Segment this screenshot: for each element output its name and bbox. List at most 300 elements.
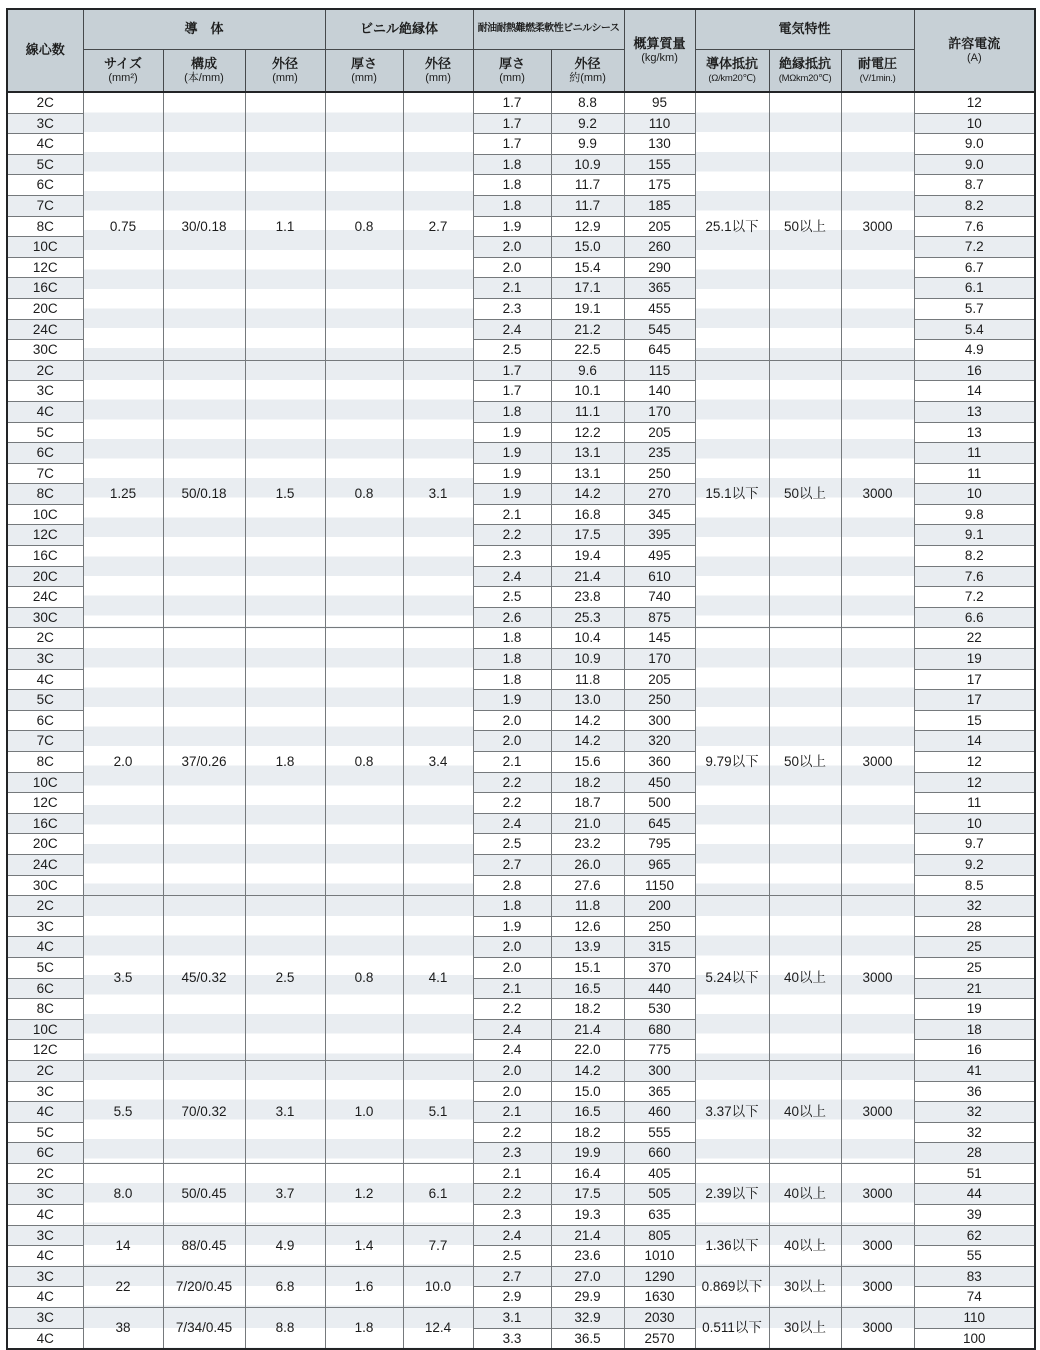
cell-mass: 965	[624, 854, 695, 875]
cell-mass: 740	[624, 587, 695, 608]
cell-insulation-od: 7.7	[403, 1225, 473, 1266]
header-unit: (mm)	[351, 71, 377, 84]
cell-mass: 200	[624, 896, 695, 917]
cell-sheath-od: 13.0	[551, 690, 624, 711]
cell-sheath-thickness: 1.8	[473, 401, 551, 422]
cell-mass: 1290	[624, 1266, 695, 1287]
cell-sheath-od: 15.0	[551, 237, 624, 258]
cell-sheath-thickness: 2.3	[473, 1143, 551, 1164]
cell-core-count: 7C	[7, 731, 83, 752]
cell-sheath-thickness: 1.8	[473, 628, 551, 649]
header-ampacity-unit: (A)	[966, 51, 982, 64]
cell-conductor-size: 14	[83, 1225, 163, 1266]
cell-sheath-od: 21.4	[551, 566, 624, 587]
cell-core-count: 3C	[7, 1081, 83, 1102]
cell-ampacity: 6.6	[914, 607, 1035, 628]
cell-core-count: 10C	[7, 1019, 83, 1040]
cell-ampacity: 5.4	[914, 319, 1035, 340]
cell-sheath-thickness: 2.1	[473, 978, 551, 999]
cell-ampacity: 28	[914, 916, 1035, 937]
header-insulation-resistance	[769, 50, 841, 93]
cell-sheath-od: 16.8	[551, 504, 624, 525]
cell-sheath-od: 22.5	[551, 340, 624, 361]
cell-mass: 795	[624, 834, 695, 855]
cell-core-count: 8C	[7, 216, 83, 237]
cell-sheath-thickness: 1.7	[473, 113, 551, 134]
cell-conductor-resistance: 15.1以下	[695, 360, 769, 628]
cell-ampacity: 32	[914, 1122, 1035, 1143]
cell-conductor-od: 1.1	[245, 92, 325, 360]
cell-core-count: 16C	[7, 278, 83, 299]
cell-mass: 545	[624, 319, 695, 340]
cell-mass: 455	[624, 298, 695, 319]
cell-ampacity: 7.6	[914, 216, 1035, 237]
cell-sheath-od: 14.2	[551, 1060, 624, 1081]
header-label: 厚さ	[499, 55, 526, 71]
cell-core-count: 7C	[7, 195, 83, 216]
cell-core-count: 4C	[7, 1328, 83, 1349]
cell-withstand-voltage: 3000	[841, 1308, 914, 1350]
header-label: 構成	[190, 55, 217, 71]
cell-conductor-od: 2.5	[245, 896, 325, 1061]
cell-sheath-od: 12.6	[551, 916, 624, 937]
cell-sheath-od: 14.2	[551, 484, 624, 505]
cell-withstand-voltage: 3000	[841, 896, 914, 1061]
cell-mass: 170	[624, 401, 695, 422]
cell-ampacity: 9.2	[914, 854, 1035, 875]
cell-insulation-resistance: 30以上	[769, 1266, 841, 1307]
cell-sheath-thickness: 2.7	[473, 854, 551, 875]
cell-conductor-size: 3.5	[83, 896, 163, 1061]
cell-core-count: 24C	[7, 587, 83, 608]
header-sheath-od	[551, 50, 624, 93]
cell-mass: 460	[624, 1102, 695, 1123]
cell-core-count: 6C	[7, 443, 83, 464]
cell-sheath-thickness: 1.8	[473, 175, 551, 196]
header-unit: (V/1min.)	[859, 72, 896, 84]
cell-sheath-thickness: 2.0	[473, 731, 551, 752]
cell-conductor-strand: 30/0.18	[163, 92, 245, 360]
cell-conductor-od: 1.8	[245, 628, 325, 896]
cell-sheath-thickness: 1.7	[473, 92, 551, 113]
cell-mass: 155	[624, 154, 695, 175]
cell-insulation-thickness: 1.8	[325, 1308, 403, 1350]
cell-conductor-strand: 50/0.45	[163, 1163, 245, 1225]
cell-conductor-size: 5.5	[83, 1060, 163, 1163]
cell-conductor-size: 8.0	[83, 1163, 163, 1225]
cell-sheath-od: 22.0	[551, 1040, 624, 1061]
header-ampacity-label: 許容電流	[948, 35, 1001, 51]
cell-sheath-od: 23.2	[551, 834, 624, 855]
cell-mass: 440	[624, 978, 695, 999]
cell-ampacity: 7.2	[914, 587, 1035, 608]
cell-ampacity: 12	[914, 752, 1035, 773]
cell-sheath-od: 21.0	[551, 813, 624, 834]
header-insulation-group: ビニル絶縁体	[325, 9, 473, 50]
cell-ampacity: 10	[914, 813, 1035, 834]
cell-mass: 370	[624, 957, 695, 978]
cell-core-count: 3C	[7, 113, 83, 134]
cell-sheath-thickness: 2.1	[473, 1163, 551, 1184]
cell-sheath-thickness: 1.7	[473, 381, 551, 402]
cell-ampacity: 8.7	[914, 175, 1035, 196]
cell-withstand-voltage: 3000	[841, 1163, 914, 1225]
cell-ampacity: 12	[914, 772, 1035, 793]
cell-core-count: 20C	[7, 298, 83, 319]
cell-mass: 645	[624, 813, 695, 834]
cell-core-count: 6C	[7, 710, 83, 731]
cell-core-count: 5C	[7, 422, 83, 443]
cell-mass: 610	[624, 566, 695, 587]
cell-conductor-strand: 7/20/0.45	[163, 1266, 245, 1307]
table-row	[7, 1060, 1035, 1081]
cell-sheath-thickness: 2.2	[473, 999, 551, 1020]
cell-sheath-thickness: 3.3	[473, 1328, 551, 1349]
cell-insulation-resistance: 30以上	[769, 1308, 841, 1350]
cell-core-count: 3C	[7, 381, 83, 402]
table-row	[7, 1163, 1035, 1184]
cell-ampacity: 15	[914, 710, 1035, 731]
cell-mass: 185	[624, 195, 695, 216]
cell-sheath-od: 19.4	[551, 546, 624, 567]
cell-mass: 495	[624, 546, 695, 567]
table-row	[7, 360, 1035, 381]
cell-mass: 115	[624, 360, 695, 381]
cell-mass: 555	[624, 1122, 695, 1143]
cell-withstand-voltage: 3000	[841, 628, 914, 896]
cell-sheath-thickness: 2.5	[473, 1246, 551, 1267]
header-core-count: 線心数	[7, 9, 83, 92]
cell-core-count: 8C	[7, 752, 83, 773]
cell-sheath-od: 17.5	[551, 525, 624, 546]
cell-conductor-strand: 37/0.26	[163, 628, 245, 896]
cell-core-count: 3C	[7, 1225, 83, 1246]
cell-ampacity: 74	[914, 1287, 1035, 1308]
cell-core-count: 7C	[7, 463, 83, 484]
cell-ampacity: 8.2	[914, 546, 1035, 567]
cell-sheath-thickness: 2.2	[473, 525, 551, 546]
cell-sheath-thickness: 2.4	[473, 813, 551, 834]
cell-mass: 645	[624, 340, 695, 361]
cell-conductor-size: 0.75	[83, 92, 163, 360]
cell-sheath-od: 11.8	[551, 669, 624, 690]
cell-mass: 1150	[624, 875, 695, 896]
cell-ampacity: 62	[914, 1225, 1035, 1246]
cell-sheath-thickness: 2.4	[473, 1019, 551, 1040]
cell-insulation-od: 6.1	[403, 1163, 473, 1225]
cell-sheath-thickness: 1.8	[473, 649, 551, 670]
cell-conductor-resistance: 5.24以下	[695, 896, 769, 1061]
cell-ampacity: 10	[914, 484, 1035, 505]
cell-ampacity: 10	[914, 113, 1035, 134]
cell-sheath-od: 18.2	[551, 999, 624, 1020]
cell-withstand-voltage: 3000	[841, 92, 914, 360]
cell-sheath-od: 26.0	[551, 854, 624, 875]
cell-mass: 805	[624, 1225, 695, 1246]
cell-sheath-thickness: 3.1	[473, 1308, 551, 1329]
header-withstand-voltage	[841, 50, 914, 93]
cell-sheath-od: 17.1	[551, 278, 624, 299]
cell-conductor-od: 8.8	[245, 1308, 325, 1350]
cell-sheath-od: 13.1	[551, 443, 624, 464]
cell-insulation-thickness: 1.2	[325, 1163, 403, 1225]
cell-conductor-strand: 7/34/0.45	[163, 1308, 245, 1350]
cell-sheath-od: 10.9	[551, 649, 624, 670]
cell-sheath-thickness: 2.1	[473, 752, 551, 773]
cell-sheath-od: 15.4	[551, 257, 624, 278]
cell-conductor-resistance: 0.869以下	[695, 1266, 769, 1307]
cell-mass: 250	[624, 690, 695, 711]
cell-sheath-od: 21.4	[551, 1225, 624, 1246]
cell-core-count: 12C	[7, 257, 83, 278]
cell-ampacity: 13	[914, 422, 1035, 443]
cell-mass: 110	[624, 113, 695, 134]
cell-mass: 1630	[624, 1287, 695, 1308]
cell-insulation-resistance: 40以上	[769, 1225, 841, 1266]
cable-spec-table	[6, 8, 1036, 1350]
cell-ampacity: 28	[914, 1143, 1035, 1164]
cell-sheath-od: 11.8	[551, 896, 624, 917]
header-unit: (mm)	[499, 71, 525, 84]
cell-mass: 145	[624, 628, 695, 649]
cell-sheath-thickness: 2.7	[473, 1266, 551, 1287]
cell-sheath-thickness: 2.2	[473, 772, 551, 793]
cell-core-count: 12C	[7, 1040, 83, 1061]
cell-insulation-thickness: 0.8	[325, 92, 403, 360]
cell-sheath-od: 11.7	[551, 195, 624, 216]
cell-sheath-thickness: 2.3	[473, 1205, 551, 1226]
cell-withstand-voltage: 3000	[841, 360, 914, 628]
cell-sheath-od: 15.6	[551, 752, 624, 773]
cell-ampacity: 19	[914, 999, 1035, 1020]
cell-sheath-thickness: 2.9	[473, 1287, 551, 1308]
cell-sheath-thickness: 2.5	[473, 587, 551, 608]
cell-sheath-od: 18.7	[551, 793, 624, 814]
cell-core-count: 20C	[7, 566, 83, 587]
cell-insulation-resistance: 50以上	[769, 628, 841, 896]
cell-mass: 300	[624, 710, 695, 731]
cell-ampacity: 44	[914, 1184, 1035, 1205]
cell-mass: 290	[624, 257, 695, 278]
cell-ampacity: 22	[914, 628, 1035, 649]
cell-sheath-od: 16.4	[551, 1163, 624, 1184]
header-label: 外径	[425, 55, 452, 71]
cell-core-count: 5C	[7, 154, 83, 175]
cell-mass: 315	[624, 937, 695, 958]
cell-sheath-thickness: 2.0	[473, 237, 551, 258]
cell-insulation-thickness: 1.0	[325, 1060, 403, 1163]
cell-ampacity: 11	[914, 793, 1035, 814]
cell-ampacity: 9.8	[914, 504, 1035, 525]
cell-ampacity: 17	[914, 690, 1035, 711]
cell-sheath-od: 10.9	[551, 154, 624, 175]
cell-sheath-thickness: 1.9	[473, 690, 551, 711]
cell-core-count: 8C	[7, 484, 83, 505]
header-conductor-od	[245, 50, 325, 93]
header-mass-label: 概算質量	[633, 35, 686, 51]
header-sheath-thickness	[473, 50, 551, 93]
header-label: 厚さ	[351, 55, 378, 71]
cell-sheath-od: 25.3	[551, 607, 624, 628]
cell-withstand-voltage: 3000	[841, 1225, 914, 1266]
header-insulation-od	[403, 50, 473, 93]
cell-conductor-strand: 45/0.32	[163, 896, 245, 1061]
header-conductor-group: 導 体	[83, 9, 325, 50]
table-header	[7, 9, 1035, 92]
cell-insulation-thickness: 0.8	[325, 628, 403, 896]
cell-sheath-thickness: 2.2	[473, 793, 551, 814]
cell-sheath-thickness: 1.9	[473, 463, 551, 484]
cell-conductor-strand: 70/0.32	[163, 1060, 245, 1163]
cell-sheath-od: 18.2	[551, 772, 624, 793]
table-row	[7, 896, 1035, 917]
cell-mass: 205	[624, 216, 695, 237]
cell-core-count: 4C	[7, 1287, 83, 1308]
cell-mass: 170	[624, 649, 695, 670]
cell-withstand-voltage: 3000	[841, 1266, 914, 1307]
cell-mass: 500	[624, 793, 695, 814]
cell-core-count: 3C	[7, 1184, 83, 1205]
cell-ampacity: 5.7	[914, 298, 1035, 319]
cell-sheath-thickness: 2.5	[473, 340, 551, 361]
cell-sheath-od: 12.9	[551, 216, 624, 237]
cell-sheath-thickness: 2.3	[473, 546, 551, 567]
cell-core-count: 4C	[7, 1246, 83, 1267]
cell-ampacity: 6.7	[914, 257, 1035, 278]
cell-mass: 635	[624, 1205, 695, 1226]
cell-insulation-od: 10.0	[403, 1266, 473, 1307]
cell-sheath-thickness: 2.4	[473, 319, 551, 340]
cell-core-count: 3C	[7, 1308, 83, 1329]
cell-core-count: 5C	[7, 957, 83, 978]
cell-ampacity: 13	[914, 401, 1035, 422]
cell-sheath-thickness: 2.2	[473, 1122, 551, 1143]
table-row	[7, 1308, 1035, 1329]
cell-core-count: 30C	[7, 875, 83, 896]
table-row	[7, 628, 1035, 649]
cell-sheath-od: 16.5	[551, 978, 624, 999]
cell-core-count: 2C	[7, 896, 83, 917]
header-row-groups	[7, 9, 1035, 50]
cell-insulation-thickness: 1.6	[325, 1266, 403, 1307]
cell-sheath-od: 10.4	[551, 628, 624, 649]
cell-core-count: 6C	[7, 1143, 83, 1164]
cell-ampacity: 8.2	[914, 195, 1035, 216]
cell-sheath-od: 14.2	[551, 710, 624, 731]
cell-sheath-thickness: 2.0	[473, 937, 551, 958]
cell-core-count: 16C	[7, 546, 83, 567]
cell-sheath-thickness: 2.4	[473, 566, 551, 587]
cell-sheath-thickness: 1.8	[473, 154, 551, 175]
cell-conductor-od: 3.1	[245, 1060, 325, 1163]
cell-sheath-thickness: 1.8	[473, 669, 551, 690]
cell-sheath-thickness: 2.0	[473, 1060, 551, 1081]
cell-ampacity: 14	[914, 381, 1035, 402]
cell-conductor-size: 1.25	[83, 360, 163, 628]
cell-sheath-thickness: 2.2	[473, 1184, 551, 1205]
cell-conductor-resistance: 0.511以下	[695, 1308, 769, 1350]
cell-ampacity: 8.5	[914, 875, 1035, 896]
cell-sheath-thickness: 2.6	[473, 607, 551, 628]
cell-core-count: 12C	[7, 525, 83, 546]
cell-core-count: 4C	[7, 937, 83, 958]
cell-ampacity: 16	[914, 360, 1035, 381]
cell-mass: 205	[624, 669, 695, 690]
cell-mass: 235	[624, 443, 695, 464]
cell-insulation-od: 5.1	[403, 1060, 473, 1163]
cell-sheath-od: 9.2	[551, 113, 624, 134]
header-electrical-group: 電気特性	[695, 9, 914, 50]
cell-sheath-od: 21.4	[551, 1019, 624, 1040]
cell-core-count: 30C	[7, 607, 83, 628]
cell-mass: 360	[624, 752, 695, 773]
cell-sheath-od: 27.6	[551, 875, 624, 896]
cell-mass: 2570	[624, 1328, 695, 1349]
cell-insulation-od: 12.4	[403, 1308, 473, 1350]
cell-core-count: 3C	[7, 1266, 83, 1287]
cell-mass: 260	[624, 237, 695, 258]
cell-sheath-od: 11.1	[551, 401, 624, 422]
cell-insulation-od: 2.7	[403, 92, 473, 360]
cell-ampacity: 17	[914, 669, 1035, 690]
cell-ampacity: 11	[914, 463, 1035, 484]
cell-mass: 775	[624, 1040, 695, 1061]
cell-ampacity: 32	[914, 896, 1035, 917]
cell-ampacity: 21	[914, 978, 1035, 999]
cell-ampacity: 9.7	[914, 834, 1035, 855]
cell-sheath-od: 32.9	[551, 1308, 624, 1329]
cell-conductor-strand: 88/0.45	[163, 1225, 245, 1266]
cell-sheath-thickness: 1.7	[473, 134, 551, 155]
cell-ampacity: 7.6	[914, 566, 1035, 587]
cell-ampacity: 32	[914, 1102, 1035, 1123]
table-row	[7, 1266, 1035, 1287]
cell-sheath-od: 18.2	[551, 1122, 624, 1143]
cell-sheath-thickness: 1.7	[473, 360, 551, 381]
cell-ampacity: 25	[914, 957, 1035, 978]
cell-ampacity: 18	[914, 1019, 1035, 1040]
cell-ampacity: 16	[914, 1040, 1035, 1061]
cell-core-count: 4C	[7, 134, 83, 155]
cell-mass: 250	[624, 916, 695, 937]
cell-core-count: 10C	[7, 772, 83, 793]
cell-ampacity: 4.9	[914, 340, 1035, 361]
cell-sheath-od: 13.9	[551, 937, 624, 958]
header-unit: (MΩkm20℃)	[778, 72, 832, 84]
cell-ampacity: 19	[914, 649, 1035, 670]
cell-sheath-thickness: 1.9	[473, 422, 551, 443]
cell-mass: 450	[624, 772, 695, 793]
cell-core-count: 20C	[7, 834, 83, 855]
cell-ampacity: 39	[914, 1205, 1035, 1226]
cell-conductor-od: 4.9	[245, 1225, 325, 1266]
cell-sheath-thickness: 2.4	[473, 1225, 551, 1246]
header-conductor-size	[83, 50, 163, 93]
table-row	[7, 92, 1035, 113]
cell-ampacity: 14	[914, 731, 1035, 752]
header-mass-unit: (kg/km)	[641, 51, 678, 64]
cell-core-count: 10C	[7, 237, 83, 258]
cell-sheath-thickness: 1.9	[473, 216, 551, 237]
cell-sheath-thickness: 2.1	[473, 278, 551, 299]
cell-conductor-od: 1.5	[245, 360, 325, 628]
cell-insulation-resistance: 40以上	[769, 1060, 841, 1163]
cell-conductor-size: 2.0	[83, 628, 163, 896]
cell-sheath-od: 36.5	[551, 1328, 624, 1349]
cell-mass: 2030	[624, 1308, 695, 1329]
cell-conductor-resistance: 2.39以下	[695, 1163, 769, 1225]
cell-core-count: 6C	[7, 175, 83, 196]
